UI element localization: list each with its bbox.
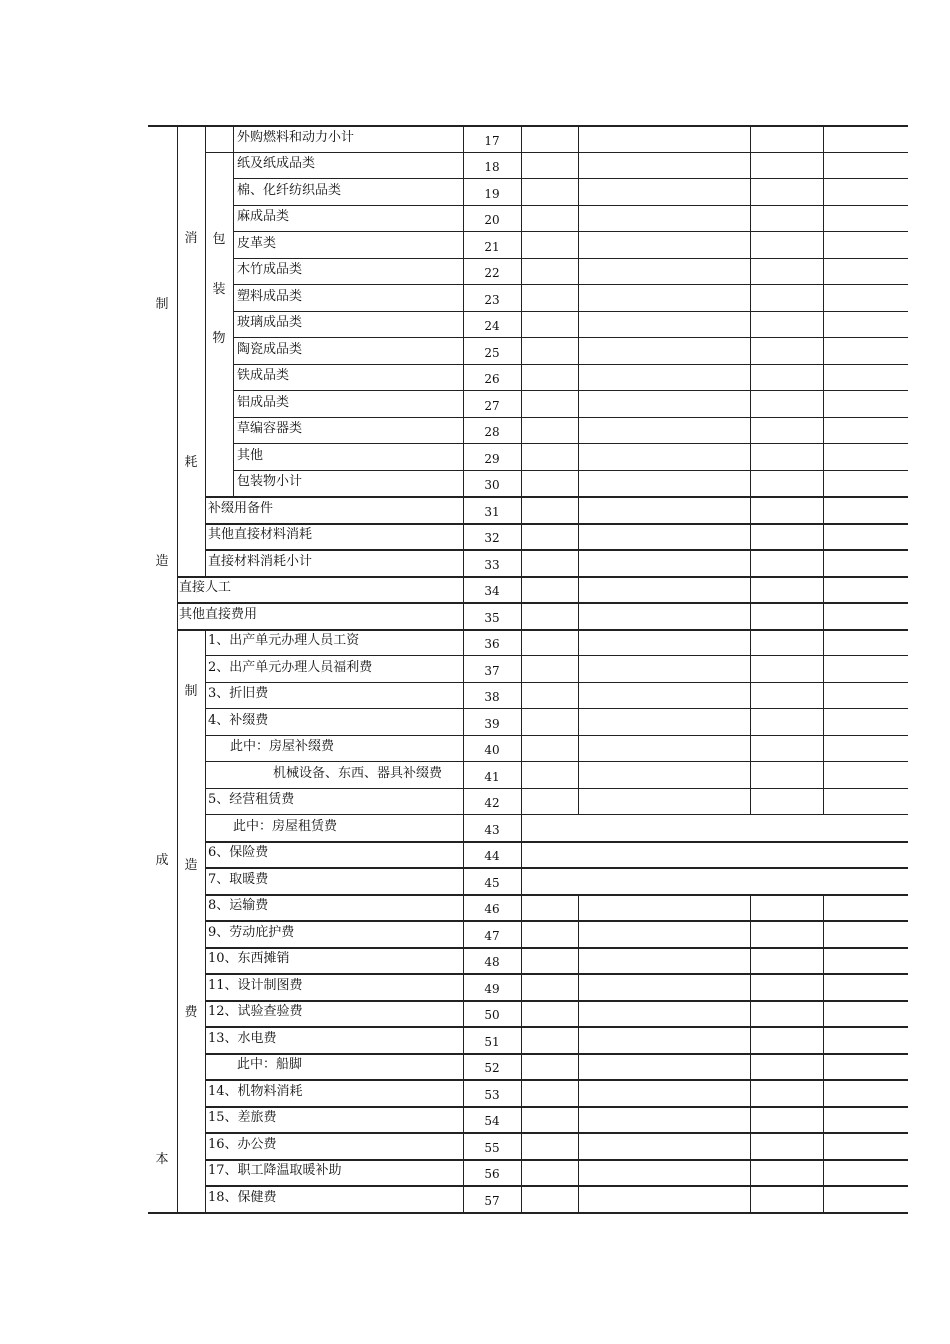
row-label: 陶瓷成品类 bbox=[237, 341, 303, 357]
row-number: 38 bbox=[484, 690, 500, 704]
row-line bbox=[205, 841, 908, 843]
row-line bbox=[205, 1053, 908, 1055]
row-line bbox=[205, 1079, 908, 1081]
row-number: 44 bbox=[484, 849, 500, 863]
row-line bbox=[233, 470, 908, 471]
row-line bbox=[205, 735, 908, 736]
row-line bbox=[205, 973, 908, 975]
row-line bbox=[205, 655, 908, 656]
row-label: 纸及纸成品类 bbox=[237, 156, 316, 171]
row-line bbox=[205, 1026, 908, 1028]
row-number: 19 bbox=[484, 186, 500, 201]
row-line bbox=[205, 1185, 908, 1187]
row-label: 8、运输费 bbox=[208, 898, 269, 913]
row-number: 26 bbox=[484, 372, 500, 386]
row-number: 54 bbox=[484, 1114, 500, 1128]
group-label-zhi: 制 bbox=[155, 297, 169, 312]
row-line bbox=[177, 576, 908, 578]
row-label: 2、出产单元办理人员福利费 bbox=[208, 659, 373, 675]
table-bottom-border bbox=[148, 1212, 908, 1214]
row-line bbox=[233, 443, 908, 444]
row-number: 28 bbox=[484, 425, 500, 439]
row-number: 45 bbox=[484, 875, 500, 890]
row-label: 11、设计制图费 bbox=[208, 977, 303, 993]
group-label-cheng: 成 bbox=[155, 853, 169, 868]
row-label: 7、取暖费 bbox=[208, 871, 269, 887]
row-label: 4、补缀费 bbox=[208, 712, 269, 728]
row-label: 外购燃料和动力小计 bbox=[237, 129, 355, 145]
row-number: 31 bbox=[484, 504, 500, 519]
row-label: 1、出产单元办理人员工资 bbox=[208, 633, 360, 648]
row-label: 14、机物料消耗 bbox=[208, 1083, 303, 1099]
row-label: 13、水电费 bbox=[208, 1030, 277, 1046]
row-line bbox=[233, 258, 908, 259]
row-number: 50 bbox=[484, 1008, 500, 1022]
row-label: 麻成品类 bbox=[237, 209, 290, 224]
row-line bbox=[205, 1000, 908, 1002]
row-label: 此中：房屋租赁费 bbox=[233, 818, 338, 834]
row-number: 23 bbox=[484, 292, 500, 307]
group-label-zao: 造 bbox=[155, 554, 169, 569]
row-label: 直接材料消耗小计 bbox=[208, 553, 313, 569]
row-number: 29 bbox=[484, 451, 500, 466]
row-line bbox=[233, 364, 908, 365]
group-label-zhuang: 装 bbox=[212, 282, 226, 297]
row-line bbox=[205, 788, 908, 789]
row-number: 24 bbox=[484, 319, 500, 333]
row-number: 57 bbox=[484, 1193, 500, 1208]
row-label: 15、差旅费 bbox=[208, 1110, 277, 1125]
row-number: 33 bbox=[484, 557, 500, 572]
group-label-zao2: 造 bbox=[184, 858, 198, 873]
row-label: 12、试验查验费 bbox=[208, 1004, 303, 1019]
row-number: 34 bbox=[484, 584, 500, 598]
col-line bbox=[177, 125, 178, 1212]
row-line bbox=[233, 390, 908, 391]
row-line bbox=[205, 496, 908, 498]
row-label: 17、职工降温取暖补助 bbox=[208, 1163, 342, 1178]
col-line bbox=[205, 125, 206, 576]
row-number: 36 bbox=[484, 637, 500, 651]
row-label: 3、折旧费 bbox=[208, 686, 269, 701]
row-number: 18 bbox=[484, 160, 500, 174]
row-number: 20 bbox=[484, 213, 500, 227]
row-number: 53 bbox=[484, 1087, 500, 1102]
row-number: 49 bbox=[484, 981, 500, 996]
row-label: 棉、化纤纺织品类 bbox=[237, 182, 342, 198]
row-label: 9、劳动庇护费 bbox=[208, 924, 295, 940]
group-label-xiao: 消 bbox=[184, 231, 198, 246]
row-number: 52 bbox=[484, 1061, 500, 1075]
row-line bbox=[233, 337, 908, 338]
row-line bbox=[205, 920, 908, 922]
row-label: 直接人工 bbox=[179, 580, 232, 595]
row-label: 16、办公费 bbox=[208, 1136, 277, 1152]
row-line bbox=[233, 417, 908, 418]
row-number: 40 bbox=[484, 743, 500, 757]
row-line bbox=[205, 1106, 908, 1108]
row-line bbox=[233, 311, 908, 312]
row-line bbox=[205, 1132, 908, 1134]
row-label: 铝成品类 bbox=[237, 394, 290, 410]
row-label: 塑料成品类 bbox=[237, 288, 303, 304]
row-line bbox=[205, 761, 908, 762]
group-label-zhi2: 制 bbox=[184, 684, 198, 699]
row-number: 43 bbox=[484, 822, 500, 837]
row-number: 32 bbox=[484, 531, 500, 545]
row-line bbox=[205, 708, 908, 709]
row-number: 35 bbox=[484, 610, 500, 625]
row-label: 木竹成品类 bbox=[237, 262, 303, 277]
row-label: 18、保健费 bbox=[208, 1189, 277, 1205]
row-label: 5、经营租赁费 bbox=[208, 792, 295, 807]
row-label: 玻璃成品类 bbox=[237, 315, 303, 330]
row-line bbox=[205, 549, 908, 551]
row-line bbox=[177, 629, 908, 631]
row-label: 其他直接费用 bbox=[179, 606, 258, 622]
group-label-bao: 包 bbox=[212, 232, 226, 247]
row-line bbox=[233, 178, 908, 179]
col-line bbox=[521, 125, 522, 1212]
row-line bbox=[233, 205, 908, 206]
table-top-border bbox=[148, 125, 908, 127]
row-number: 51 bbox=[484, 1034, 500, 1049]
row-number: 30 bbox=[484, 478, 500, 492]
row-label: 10、东西摊销 bbox=[208, 951, 290, 966]
row-line bbox=[233, 284, 908, 285]
row-label: 此中：房屋补缀费 bbox=[230, 739, 335, 754]
row-label: 此中：船脚 bbox=[237, 1057, 303, 1072]
row-number: 22 bbox=[484, 266, 500, 280]
row-number: 47 bbox=[484, 928, 500, 943]
row-label: 6、保险费 bbox=[208, 845, 269, 860]
row-number: 25 bbox=[484, 345, 500, 360]
row-number: 27 bbox=[484, 398, 500, 413]
row-label: 皮革类 bbox=[237, 235, 277, 251]
row-line bbox=[205, 152, 908, 153]
row-label: 补缀用备件 bbox=[208, 500, 274, 516]
row-number: 21 bbox=[484, 239, 500, 254]
row-label: 机械设备、东西、器具补缀费 bbox=[273, 765, 443, 781]
row-line bbox=[205, 1159, 908, 1161]
row-label: 其他直接材料消耗 bbox=[208, 527, 313, 542]
row-line bbox=[233, 231, 908, 232]
row-label: 草编容器类 bbox=[237, 421, 303, 436]
group-label-ben: 本 bbox=[155, 1152, 169, 1167]
group-label-hao: 耗 bbox=[184, 455, 198, 470]
row-number: 42 bbox=[484, 796, 500, 810]
row-line bbox=[177, 602, 908, 604]
row-number: 39 bbox=[484, 716, 500, 731]
row-number: 56 bbox=[484, 1167, 500, 1181]
group-label-wu: 物 bbox=[212, 331, 226, 346]
row-label: 包装物小计 bbox=[237, 474, 303, 489]
row-line bbox=[205, 682, 908, 683]
row-number: 17 bbox=[484, 133, 500, 148]
row-label: 其他 bbox=[237, 447, 264, 463]
row-number: 46 bbox=[484, 902, 500, 916]
row-line bbox=[205, 523, 908, 525]
row-number: 55 bbox=[484, 1140, 500, 1155]
row-line bbox=[205, 947, 908, 949]
row-line bbox=[205, 814, 908, 815]
row-number: 48 bbox=[484, 955, 500, 969]
group-label-fei: 费 bbox=[184, 1005, 198, 1020]
row-line bbox=[205, 894, 908, 896]
row-line bbox=[205, 867, 908, 869]
row-number: 37 bbox=[484, 663, 500, 678]
row-label: 铁成品类 bbox=[237, 368, 290, 383]
row-number: 41 bbox=[484, 769, 500, 784]
